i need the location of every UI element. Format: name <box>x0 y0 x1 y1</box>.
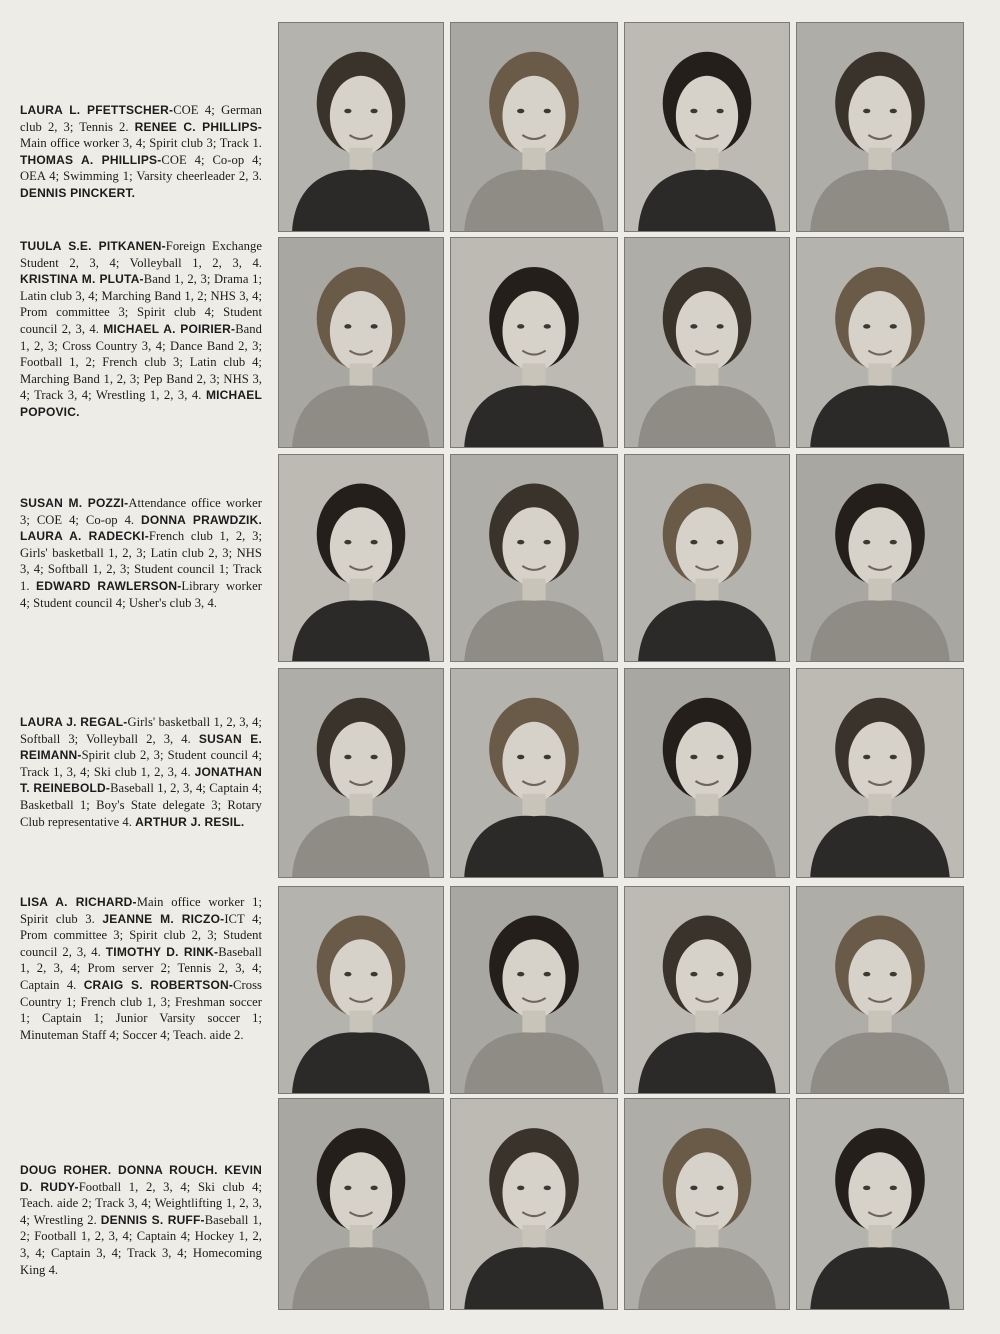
student-activities: Main office worker 1; Spirit club 3. <box>20 895 262 926</box>
portrait-popovic <box>796 237 964 448</box>
student-name: LAURA L. PFETTSCHER- <box>20 103 174 117</box>
portrait-silhouette <box>625 23 789 231</box>
portrait-poirier <box>624 237 790 448</box>
portrait-roher <box>278 1098 444 1310</box>
student-name: DENNIS S. RUFF- <box>100 1212 205 1227</box>
portrait-richard <box>278 886 444 1094</box>
student-name: TIMOTHY D. RINK- <box>105 944 219 959</box>
portrait-silhouette <box>279 23 443 231</box>
portrait-silhouette <box>279 455 443 661</box>
portrait-robertson <box>796 886 964 1094</box>
portrait-silhouette <box>451 238 617 447</box>
portrait-silhouette <box>451 669 617 877</box>
student-name: JEANNE M. RICZO- <box>102 911 225 926</box>
student-activities: COE 4; German club 2, 3; Tennis 2. <box>20 103 262 134</box>
student-activities: Baseball 1, 2; Football 1, 2, 3, 4; Captain 4; Hockey 1, 2, 3, 4; Captain 3, 4; Track 3, 4; Homecoming King 4. <box>20 1212 262 1277</box>
portrait-silhouette <box>625 455 789 661</box>
portrait-silhouette <box>279 887 443 1093</box>
portrait-silhouette <box>625 1099 789 1309</box>
student-activities: COE 4; Co-op 4; OEA 4; Swimming 1; Varsity cheerleader 2, 3. <box>20 152 262 184</box>
student-activities: Attendance office worker 3; COE 4; Co-op 4. <box>20 496 262 527</box>
portrait-silhouette <box>797 455 963 661</box>
portrait-silhouette <box>279 669 443 877</box>
student-activities: Baseball 1, 2, 3, 4; Prom server 2; Tennis 2, 3, 4; Captain 4. <box>20 944 262 992</box>
portrait-silhouette <box>797 238 963 447</box>
student-name: TUULA S.E. PITKANEN- <box>20 239 166 253</box>
portrait-resil <box>796 668 964 878</box>
student-activities: Foreign Exchange Student 2, 3, 4; Volleyball 1, 2, 3, 4. <box>20 239 262 270</box>
portrait-silhouette <box>451 887 617 1093</box>
student-name: KEVIN D. RUDY- <box>20 1163 262 1194</box>
portrait-silhouette <box>451 23 617 231</box>
student-name: DENNIS PINCKERT. <box>20 185 136 200</box>
student-activities: Band 1, 2, 3; Cross Country 3, 4; Dance Band 2, 3; Football 1, 2; French club 3; Latin club 4; Marching Band 1, 2, 3; Pep Band 2, 3; NHS 3, 4; Track 3, 4; Wrestling 1, 2, 3, 4. <box>20 321 262 403</box>
student-name: ARTHUR J. RESIL. <box>135 814 245 829</box>
portrait-radecki <box>624 454 790 662</box>
portrait-silhouette <box>625 238 789 447</box>
portrait-reinebold <box>624 668 790 878</box>
portrait-silhouette <box>797 23 963 231</box>
student-name: KRISTINA M. PLUTA- <box>20 272 144 287</box>
student-activities: Band 1, 2, 3; Drama 1; Latin club 3, 4; Marching Band 1, 2; NHS 3, 4; Prom committee 3; Spirit club 4; Student council 2, 3, 4. <box>20 272 263 336</box>
portrait-r-phillips <box>450 22 618 232</box>
portrait-prawdzik <box>450 454 618 662</box>
portrait-rink <box>624 886 790 1094</box>
student-name: THOMAS A. PHILLIPS- <box>20 152 162 167</box>
student-name: DONNA PRAWDZIK. <box>141 512 262 527</box>
portrait-silhouette <box>451 1099 617 1309</box>
portrait-silhouette <box>625 669 789 877</box>
student-activities: Main office worker 3, 4; Spirit club 3; Track 1. <box>20 136 262 151</box>
student-name: JONATHAN T. REINEBOLD- <box>20 764 262 796</box>
student-name: MICHAEL POPOVIC. <box>20 388 262 419</box>
student-name: LAURA A. RADECKI- <box>20 529 149 544</box>
portrait-silhouette <box>797 887 963 1093</box>
portrait-pitkanen <box>278 237 444 448</box>
portrait-pinckert <box>796 22 964 232</box>
portrait-silhouette <box>797 1099 963 1309</box>
portrait-silhouette <box>451 455 617 661</box>
portrait-pozzi <box>278 454 444 662</box>
student-activities: Football 1, 2, 3, 4; Ski club 4; Teach. aide 2; Track 3, 4; Weightlifting 1, 2, 3, 4; Wrestling 2. <box>20 1179 262 1227</box>
student-name: CRAIG S. ROBERTSON- <box>83 977 234 992</box>
portrait-regal <box>278 668 444 878</box>
portrait-riczo <box>450 886 618 1094</box>
student-activities: ICT 4; Prom committee 3; Spirit club 2, 3; Student council 2, 3, 4. <box>20 911 262 959</box>
portrait-silhouette <box>279 238 443 447</box>
portrait-ruff <box>796 1098 964 1310</box>
portrait-silhouette <box>625 887 789 1093</box>
portrait-rouch <box>450 1098 618 1310</box>
student-activities: Library worker 4; Student council 4; Usher's club 3, 4. <box>20 578 263 610</box>
student-name: SUSAN M. POZZI- <box>20 496 129 510</box>
student-activities: Cross Country 1; French club 1, 3; Freshman soccer 1; Captain 1; Junior Varsity soccer 1; Minuteman Staff 4; Soccer 4; Teach. aide 2. <box>20 977 262 1042</box>
student-name: LISA A. RICHARD- <box>20 895 137 909</box>
portrait-t-phillips <box>624 22 790 232</box>
student-activities: Girls' basketball 1, 2, 3, 4; Softball 3; Volleyball 2, 3, 4. <box>20 715 262 746</box>
student-name: LAURA J. REGAL- <box>20 715 128 729</box>
portrait-silhouette <box>279 1099 443 1309</box>
student-name: MICHAEL A. POIRIER- <box>103 321 236 336</box>
student-activities: French club 1, 2, 3; Girls' basketball 1, 2, 3; Latin club 2, 3; NHS 3, 4; Softball 1, 2, 3; Student council 1; Track 1. <box>20 529 263 593</box>
student-name: SUSAN E. REIMANN- <box>20 731 262 763</box>
student-activities: Spirit club 2, 3; Student council 4; Track 1, 3, 4; Ski club 1, 2, 3, 4. <box>20 748 262 779</box>
student-name: EDWARD RAWLERSON- <box>36 578 182 593</box>
portrait-pluta <box>450 237 618 448</box>
student-name: RENEE C. PHILLIPS- <box>134 119 262 134</box>
portrait-reimann <box>450 668 618 878</box>
student-activities: Baseball 1, 2, 3, 4; Captain 4; Basketball 1; Boy's State delegate 3; Rotary Club representative 4. <box>20 781 263 829</box>
portrait-rudy <box>624 1098 790 1310</box>
portrait-rawlerson <box>796 454 964 662</box>
portrait-silhouette <box>797 669 963 877</box>
student-name: DONNA ROUCH. <box>117 1163 225 1177</box>
student-name: DOUG ROHER. <box>20 1163 118 1177</box>
portrait-pfettscher <box>278 22 444 232</box>
